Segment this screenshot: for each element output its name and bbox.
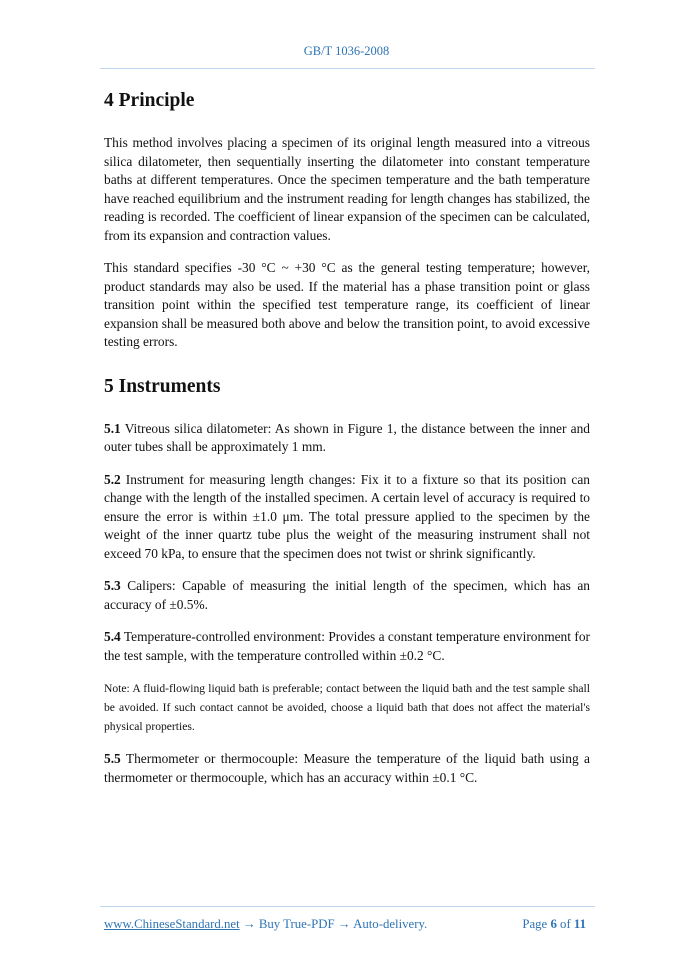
current-page: 6 — [550, 917, 557, 931]
document-footer — [104, 917, 586, 932]
page-label: Page — [522, 917, 551, 931]
clause-text: Thermometer or thermocouple: Measure the temperature of the liquid bath using a thermometer or thermocouple, which has an accuracy within ±0.1 °C. — [104, 751, 590, 785]
buy-text: Buy True-PDF — [258, 917, 335, 931]
document-header: GB/T 1036-2008 — [303, 44, 390, 58]
clause-text: Instrument for measuring length changes: Fix it to a fixture so that its position can change with the length of the installed specimen. A certain level of accuracy is required to ensure the error is within ±1.0 μm. The total pressure applied to the specimen by the weight of the inner quartz tube plus the weight of the measuring instrument shall not exceed 70 kPa, to ensure that the specimen does not twist or shrink significantly. — [104, 471, 590, 561]
clause-number: 5.2 — [104, 471, 121, 487]
delivery-text: Auto-delivery. — [353, 917, 428, 931]
clause-text: Calipers: Capable of measuring the initial length of the specimen, which has an accuracy of ±0.5%. — [104, 578, 590, 612]
clause-5-3 — [104, 577, 590, 614]
clause-number: 5.5 — [104, 751, 121, 766]
footer-divider — [100, 906, 595, 907]
clause-5-5 — [104, 750, 590, 787]
clause-number: 5.3 — [104, 578, 121, 593]
header-divider — [100, 68, 595, 69]
note-paragraph: Note: A fluid-flowing liquid bath is preferable; contact between the liquid bath and the test sample shall be avoided. If such contact cannot be avoided, choose a liquid bath that does not affect the material's physical properties. — [104, 682, 590, 733]
page-content — [104, 88, 590, 801]
footer-left — [104, 917, 427, 932]
clause-number: 5.4 — [104, 629, 121, 644]
clause-number: 5.1 — [104, 420, 121, 436]
arrow-icon: → — [334, 917, 354, 931]
section-heading-principle: 4 Principle — [104, 90, 195, 111]
clause-5-2 — [104, 471, 590, 564]
clause-text: Vitreous silica dilatometer: As shown in Figure 1, the distance between the inner and outer tubes shall be approximately 1 mm. — [104, 420, 590, 454]
page-number — [522, 917, 586, 932]
total-pages: 11 — [573, 917, 586, 931]
clause-5-4 — [104, 628, 590, 665]
website-link[interactable]: www.ChineseStandard.net — [104, 917, 240, 931]
of-label: of — [556, 917, 574, 931]
clause-5-1 — [104, 420, 590, 457]
principle-paragraph-2: This standard specifies -30 °C ~ +30 °C as the general testing temperature; however, product standards may also be used. If the material has a phase transition point or glass transition point within the specified test temperature range, its coefficient of linear expansion shall be measured both above and below the transition point, to avoid excessive testing errors. — [104, 260, 590, 349]
arrow-icon: → — [239, 917, 259, 931]
clause-text: Temperature-controlled environment: Provides a constant temperature environment for the test sample, with the temperature controlled within ±0.2 °C. — [104, 629, 590, 663]
principle-paragraph-1: This method involves placing a specimen of its original length measured into a vitreous silica dilatometer, then sequentially inserting the dilatometer into constant temperature baths at different temperatures. Once the specimen temperature and the bath temperature have reached equilibrium and the instrument reading for length changes has stabilized, the reading is recorded. The coefficient of linear expansion of the specimen can be calculated, from its expansion and contraction values. — [104, 135, 590, 243]
section-heading-instruments: 5 Instruments — [104, 375, 221, 397]
